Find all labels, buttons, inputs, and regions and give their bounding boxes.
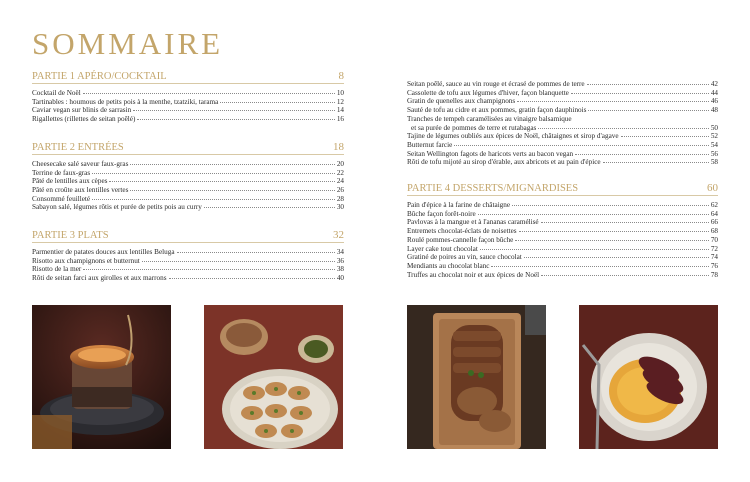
dot-leader: [169, 278, 335, 279]
entry-title: Pâté en croûte aux lentilles vertes: [32, 185, 129, 194]
toc-entry[interactable]: [407, 115, 718, 124]
dot-leader: [541, 275, 709, 276]
toc-entry[interactable]: [407, 236, 718, 245]
entry-page: 62: [710, 201, 718, 210]
dot-leader: [204, 207, 335, 208]
entry-title: Gratin de quenelles aux champignons: [407, 97, 516, 106]
entry-page: 72: [710, 244, 718, 253]
toc-entry[interactable]: [407, 253, 718, 262]
section-heading[interactable]: [32, 228, 344, 243]
entry-page: 40: [336, 274, 344, 283]
dot-leader: [517, 101, 709, 102]
entry-title: Cassolette de tofu aux légumes d'hiver, façon blanquette: [407, 88, 569, 97]
entry-page: 12: [336, 97, 344, 106]
toc-section-4: [407, 181, 718, 279]
toc-left-column: [32, 69, 344, 297]
entry-title: Rôti de tofu mijoté au sirop d'érable, aux abricots et au pain d'épice: [407, 158, 601, 167]
dot-leader: [571, 93, 709, 94]
dot-leader: [524, 257, 709, 258]
entry-page: 28: [336, 194, 344, 203]
toc-entry[interactable]: [407, 262, 718, 271]
entry-title: Tajine de légumes oubliés aux épices de Noël, châtaignes et sirop d'agave: [407, 132, 619, 141]
entry-page: 30: [336, 203, 344, 212]
toc-right-column: [407, 80, 718, 293]
entry-page: 50: [710, 123, 718, 132]
section-page: 18: [333, 140, 344, 153]
entry-title: Risotto aux champignons et butternut: [32, 256, 140, 265]
entry-page: 24: [336, 177, 344, 186]
section-page: 60: [707, 182, 718, 195]
entry-title: Cocktail de Noël: [32, 89, 81, 97]
section-page: 32: [333, 229, 344, 242]
dot-leader: [491, 266, 708, 267]
toc-entry[interactable]: [32, 169, 344, 178]
entry-title: Seitan poêlé, sauce au vin rouge et écrasé de pommes de terre: [407, 80, 585, 88]
entry-title: Seitan Wellington fagots de haricots verts au bacon vegan: [407, 149, 574, 158]
entry-page: 10: [336, 89, 344, 97]
entry-page: 54: [710, 140, 718, 149]
toc-entry[interactable]: [407, 150, 718, 159]
roast-puree-image: [579, 305, 718, 449]
entry-title: Gratiné de poires au vin, sauce chocolat: [407, 253, 522, 262]
dot-leader: [603, 162, 709, 163]
toc-entry[interactable]: [407, 97, 718, 106]
toc-entry[interactable]: [407, 141, 718, 150]
entry-title: Rôti de seitan farci aux girolles et aux marrons: [32, 274, 167, 283]
dot-leader: [512, 205, 709, 206]
dot-leader: [83, 269, 335, 270]
toc-entry[interactable]: [32, 89, 344, 98]
entry-title: Parmentier de patates douces aux lentilles Beluga: [32, 248, 175, 257]
dot-leader: [538, 128, 708, 129]
entry-title: Risotto de la mer: [32, 265, 82, 274]
dot-leader: [588, 110, 708, 111]
entry-page: 36: [336, 256, 344, 265]
entry-title: Sauté de tofu au cidre et aux pommes, gratin façon dauphinois: [407, 106, 587, 115]
section-heading[interactable]: [32, 69, 344, 84]
entry-title: Layer cake tout chocolat: [407, 244, 478, 253]
entry-title: Caviar vegan sur blinis de sarrasin: [32, 106, 132, 115]
entry-page: 16: [336, 115, 344, 124]
entry-page: 14: [336, 106, 344, 115]
toc-entry[interactable]: [407, 89, 718, 98]
page-title: SOMMAIRE: [32, 26, 224, 61]
entry-title: Roulé pommes-cannelle façon bûche: [407, 235, 514, 244]
toc-entry[interactable]: [32, 257, 344, 266]
entry-page: 68: [710, 227, 718, 236]
toc-entry[interactable]: [32, 115, 344, 124]
toc-entry[interactable]: [32, 203, 344, 212]
section-title: PARTIE 3 PLATS: [32, 230, 109, 242]
toc-section-2: [32, 140, 344, 212]
entry-page: 38: [336, 265, 344, 274]
dot-leader: [454, 145, 709, 146]
entry-title: Tranches de tempeh caramélisées au vinaigre balsamique: [407, 114, 572, 123]
entry-page: 56: [710, 149, 718, 158]
toc-entry[interactable]: [32, 160, 344, 169]
dot-leader: [130, 164, 334, 165]
entry-page: 44: [710, 88, 718, 97]
toc-section-1: [32, 69, 344, 124]
dot-leader: [92, 173, 335, 174]
entry-title: Pavlovas à la mangue et à l'ananas caramélisé: [407, 218, 539, 227]
toc-entry[interactable]: [32, 106, 344, 115]
toc-entry[interactable]: [32, 265, 344, 274]
entry-title: Terrine de faux-gras: [32, 168, 91, 177]
toc-entry[interactable]: [407, 245, 718, 254]
entry-title: Pain d'épice à la farine de châtaigne: [407, 201, 511, 210]
entry-title: Bûche façon forêt-noire: [407, 209, 476, 218]
entry-title: Pâté de lentilles aux cèpes: [32, 177, 108, 186]
dot-leader: [575, 154, 709, 155]
toc-entry[interactable]: [407, 271, 718, 280]
section-title: PARTIE 4 DESSERTS/MIGNARDISES: [407, 183, 579, 195]
photo-pate-toasts: [204, 305, 343, 449]
entry-page: 52: [710, 132, 718, 141]
entry-title: Cheesecake salé saveur faux-gras: [32, 159, 129, 168]
entry-page: 78: [710, 270, 718, 279]
toc-entry[interactable]: [407, 158, 718, 167]
toc-entry[interactable]: [32, 186, 344, 195]
entry-page: 46: [710, 97, 718, 106]
dot-leader: [177, 252, 335, 253]
dot-leader: [137, 119, 334, 120]
pate-toasts-image: [204, 305, 343, 449]
dot-leader: [621, 136, 709, 137]
toc-entry[interactable]: [32, 195, 344, 204]
dot-leader: [130, 190, 334, 191]
entry-title: Mendiants au chocolat blanc: [407, 261, 490, 270]
toc-entry[interactable]: [407, 80, 718, 89]
entry-page: 58: [710, 158, 718, 167]
photo-seitan-roast: [407, 305, 546, 449]
toc-entry[interactable]: [407, 124, 718, 133]
entry-title: et sa purée de pommes de terre et rutabagas: [411, 123, 537, 132]
section-heading[interactable]: [32, 140, 344, 155]
toc-entry[interactable]: [407, 218, 718, 227]
toc-entry[interactable]: [407, 106, 718, 115]
entry-title: Entremets chocolat-éclats de noisettes: [407, 227, 517, 236]
entry-title: Truffes au chocolat noir et aux épices de Noël: [407, 270, 540, 279]
entry-page: 22: [336, 168, 344, 177]
toc-entry[interactable]: [32, 274, 344, 283]
toc-entry[interactable]: [407, 132, 718, 141]
entry-page: 34: [336, 248, 344, 257]
dot-leader: [519, 231, 709, 232]
entry-page: 20: [336, 159, 344, 168]
photo-roast-on-puree: [579, 305, 718, 449]
dot-leader: [587, 84, 709, 85]
section-title: PARTIE 2 ENTRÉES: [32, 141, 124, 153]
entry-page: 42: [710, 80, 718, 88]
entry-page: 74: [710, 253, 718, 262]
dot-leader: [480, 249, 709, 250]
section-title: PARTIE 1 APÉRO/COCKTAIL: [32, 71, 167, 82]
entry-title: Rigallettes (rillettes de seitan poêlé): [32, 115, 136, 124]
dot-leader: [109, 181, 334, 182]
dot-leader: [220, 102, 334, 103]
entry-page: 48: [710, 106, 718, 115]
toc-entry[interactable]: [407, 227, 718, 236]
dot-leader: [133, 110, 335, 111]
dot-leader: [83, 93, 335, 94]
dot-leader: [478, 214, 709, 215]
photo-parmentier: [32, 305, 171, 449]
entry-title: Butternut farcie: [407, 140, 453, 149]
dot-leader: [92, 199, 335, 200]
toc-entry[interactable]: [32, 177, 344, 186]
dot-leader: [142, 261, 335, 262]
dot-leader: [541, 222, 709, 223]
entry-page: 76: [710, 261, 718, 270]
toc-entry[interactable]: [32, 98, 344, 107]
section-page: 8: [338, 70, 344, 82]
entry-page: 66: [710, 218, 718, 227]
entry-page: 70: [710, 235, 718, 244]
entry-title: Consommé feuilleté: [32, 194, 91, 203]
entry-title: Tartinables : houmous de petits pois à la menthe, tzatziki, tarama: [32, 97, 219, 106]
section-heading[interactable]: [407, 181, 718, 196]
toc-entry[interactable]: [407, 201, 718, 210]
toc-entry[interactable]: [407, 210, 718, 219]
entry-page: 64: [710, 209, 718, 218]
entry-page: 26: [336, 185, 344, 194]
toc-entry[interactable]: [32, 248, 344, 257]
dot-leader: [515, 240, 708, 241]
entry-title: Sabayon salé, légumes rôtis et purée de petits pois au curry: [32, 203, 202, 212]
toc-section-3: [32, 228, 344, 283]
seitan-roast-image: [407, 305, 546, 449]
parmentier-jar-image: [32, 305, 171, 449]
